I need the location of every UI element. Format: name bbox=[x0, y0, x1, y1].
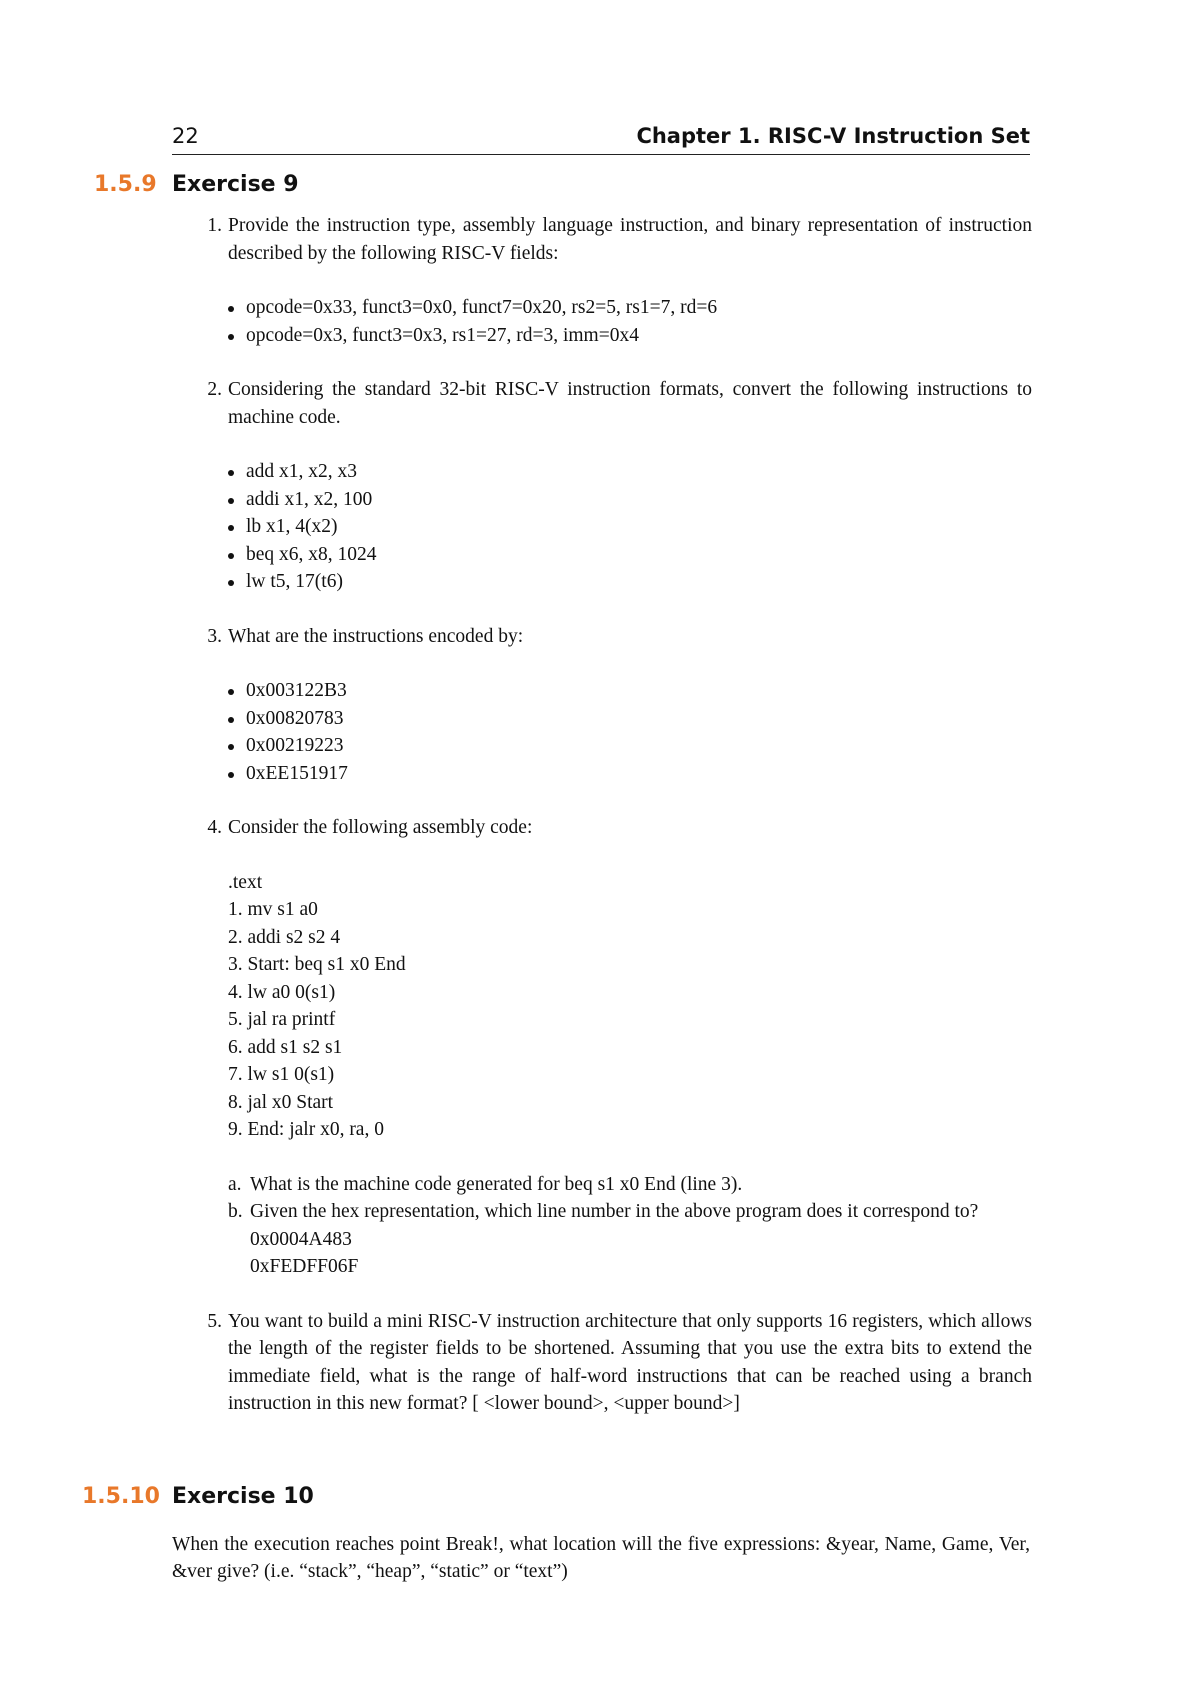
bullet-item: opcode=0x33, funct3=0x0, funct7=0x20, rs2=5, rs1=7, rd=6 bbox=[226, 294, 1032, 322]
sub-question-label: a. bbox=[228, 1173, 242, 1195]
bullet-item: 0x00219223 bbox=[226, 732, 1032, 760]
bullet-item: 0x003122B3 bbox=[226, 677, 1032, 705]
exercise-10-text: When the execution reaches point Break!, what location will the five expressions: &year, Name, Game, Ver, &ver give? (i.e. “stack”, “heap”, “static” or “text”) bbox=[172, 1533, 1030, 1582]
item-label: 3. bbox=[207, 625, 222, 647]
sub-question bbox=[228, 1198, 1032, 1281]
bullet-item: add x1, x2, x3 bbox=[226, 458, 1032, 486]
section-title: Exercise 10 bbox=[172, 1484, 314, 1509]
running-header bbox=[172, 120, 1030, 155]
item-text: Provide the instruction type, assembly language instruction, and binary representation of instruction described by the following RISC-V fields: bbox=[228, 215, 1032, 264]
code-line: 4. lw a0 0(s1) bbox=[228, 981, 336, 1003]
bullet-item: 0x00820783 bbox=[226, 705, 1032, 733]
list-item bbox=[172, 1308, 1032, 1418]
code-line: .text bbox=[228, 871, 263, 893]
bullet-list bbox=[172, 677, 1032, 787]
section-number: 1.5.9 bbox=[94, 172, 157, 197]
code-line: 8. jal x0 Start bbox=[228, 1091, 334, 1113]
list-item bbox=[172, 814, 1032, 1281]
item-label: 4. bbox=[207, 817, 222, 838]
bullet-list bbox=[172, 458, 1032, 596]
sub-question-label: b. bbox=[228, 1201, 243, 1222]
bullet-item: lw t5, 17(t6) bbox=[226, 568, 1032, 596]
assembly-code-block bbox=[228, 869, 1032, 1144]
item-text: You want to build a mini RISC-V instruction architecture that only supports 16 registers, which allows the length of the register fields to be shortened. Assuming that you use the extra bits to extend the immediate field, what is the range of half-word instructions that can be reached using a branch instruction in this new format? [ <lower bound>, <upper bound>] bbox=[228, 1310, 1032, 1414]
list-item bbox=[172, 212, 1032, 267]
bullet-item: 0xEE151917 bbox=[226, 760, 1032, 788]
page-number: 22 bbox=[172, 124, 199, 148]
code-line: 5. jal ra printf bbox=[228, 1009, 336, 1030]
section-title: Exercise 9 bbox=[172, 172, 299, 197]
sub-question-list bbox=[228, 1171, 1032, 1281]
bullet-item: lb x1, 4(x2) bbox=[226, 513, 1032, 541]
exercise-9-list bbox=[172, 212, 1032, 1418]
hex-value: 0xFEDFF06F bbox=[250, 1256, 359, 1277]
code-line: 7. lw s1 0(s1) bbox=[228, 1064, 335, 1085]
code-line: 9. End: jalr x0, ra, 0 bbox=[228, 1119, 384, 1140]
item-text: Considering the standard 32-bit RISC-V instruction formats, convert the following instructions to machine code. bbox=[228, 379, 1032, 428]
section-heading-exercise-9 bbox=[0, 172, 1030, 202]
sub-question-text: Given the hex representation, which line number in the above program does it correspond to? bbox=[250, 1201, 979, 1222]
sub-question-text: What is the machine code generated for beq s1 x0 End (line 3). bbox=[250, 1173, 743, 1195]
item-label: 5. bbox=[207, 1310, 222, 1332]
item-text: What are the instructions encoded by: bbox=[228, 625, 524, 647]
code-line: 2. addi s2 s2 4 bbox=[228, 926, 341, 948]
bullet-list bbox=[172, 294, 1032, 349]
code-line: 6. add s1 s2 s1 bbox=[228, 1036, 343, 1058]
hex-value: 0x0004A483 bbox=[250, 1228, 352, 1250]
bullet-item: beq x6, x8, 1024 bbox=[226, 541, 1032, 569]
bullet-item: addi x1, x2, 100 bbox=[226, 486, 1032, 514]
code-line: 1. mv s1 a0 bbox=[228, 899, 318, 920]
code-line: 3. Start: beq s1 x0 End bbox=[228, 954, 406, 975]
section-heading-exercise-10 bbox=[0, 1484, 1030, 1514]
item-label: 1. bbox=[207, 215, 222, 236]
list-item bbox=[172, 623, 1032, 651]
chapter-title: Chapter 1. RISC-V Instruction Set bbox=[636, 124, 1030, 148]
section-number: 1.5.10 bbox=[82, 1484, 160, 1509]
list-item bbox=[172, 376, 1032, 431]
sub-question bbox=[228, 1171, 1032, 1199]
item-label: 2. bbox=[207, 379, 222, 400]
item-text: Consider the following assembly code: bbox=[228, 817, 533, 838]
bullet-item: opcode=0x3, funct3=0x3, rs1=27, rd=3, imm=0x4 bbox=[226, 322, 1032, 350]
